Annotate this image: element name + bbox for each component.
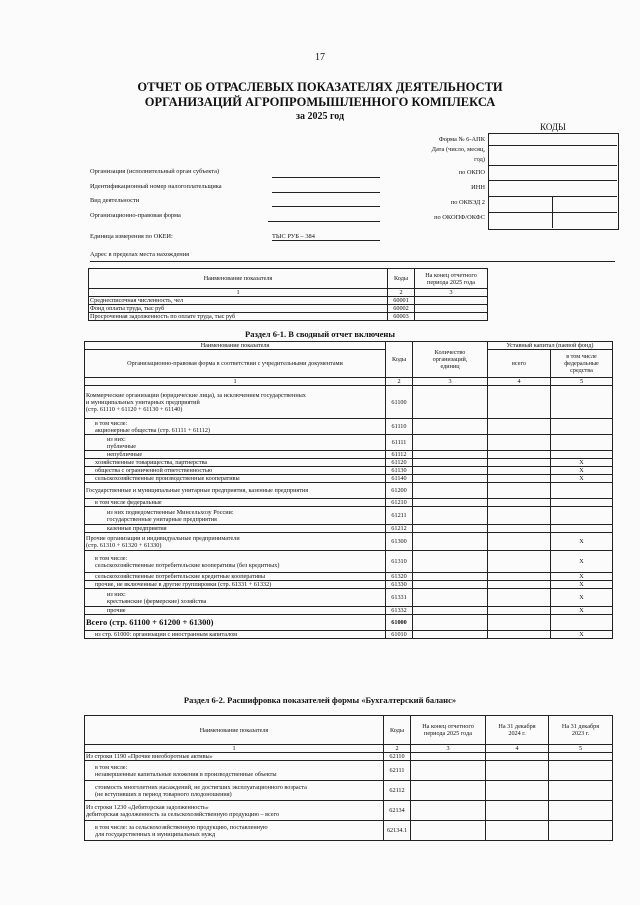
table-row bbox=[89, 313, 488, 321]
value-cell[interactable] bbox=[413, 386, 488, 419]
value-cell[interactable] bbox=[551, 435, 613, 451]
value-cell[interactable] bbox=[415, 313, 488, 321]
table-row bbox=[85, 753, 613, 761]
value-cell[interactable] bbox=[411, 761, 486, 781]
s62-header-col4: На 31 декабря 2024 г. bbox=[486, 716, 549, 745]
s62-header-name: Наименование показателя bbox=[85, 716, 384, 745]
x-mark: X bbox=[551, 581, 613, 589]
row-name: Коммерческие организации (юридические лица), за исключением государственных и муниципальных унитарных предприятий (стр. 61110 + 61120 + 61130 + 61140) bbox=[85, 386, 386, 419]
value-cell[interactable] bbox=[488, 483, 551, 499]
value-cell[interactable] bbox=[413, 525, 488, 533]
s61-colnum: 3 bbox=[413, 378, 488, 386]
value-cell[interactable] bbox=[488, 451, 551, 459]
x-mark: X bbox=[551, 573, 613, 581]
table-row bbox=[85, 589, 613, 607]
value-cell[interactable] bbox=[488, 499, 551, 507]
row-code: 61330 bbox=[386, 581, 413, 589]
row-code: 61111 bbox=[386, 435, 413, 451]
x-mark: X bbox=[551, 475, 613, 483]
row-code: 60001 bbox=[388, 297, 415, 305]
value-cell[interactable] bbox=[413, 475, 488, 483]
value-cell[interactable] bbox=[488, 525, 551, 533]
value-cell[interactable] bbox=[413, 533, 488, 551]
value-cell[interactable] bbox=[488, 631, 551, 639]
s61-header-federal: в том числе федеральные средства bbox=[551, 350, 613, 378]
row-code: 61112 bbox=[386, 451, 413, 459]
address-field[interactable] bbox=[90, 261, 615, 262]
row-code: 61211 bbox=[386, 507, 413, 525]
value-cell[interactable] bbox=[411, 781, 486, 801]
row-code: 61320 bbox=[386, 573, 413, 581]
table-row bbox=[85, 499, 613, 507]
codes-header: КОДЫ bbox=[540, 122, 566, 132]
section-6-1-title: Раздел 6-1. В сводный отчет включены bbox=[245, 329, 395, 339]
value-cell[interactable] bbox=[486, 821, 549, 841]
row-name: Фонд оплаты труда, тыс руб bbox=[89, 305, 388, 313]
date-label-2: год) bbox=[474, 156, 485, 163]
value-cell[interactable] bbox=[411, 753, 486, 761]
row-name: Всего (стр. 61100 + 61200 + 61300) bbox=[85, 615, 386, 631]
value-cell[interactable] bbox=[413, 467, 488, 475]
value-cell[interactable] bbox=[488, 581, 551, 589]
inn-label: ИНН bbox=[471, 184, 485, 191]
row-name: хозяйственные товарищества, партнерства bbox=[85, 459, 386, 467]
s61-header-total: всего bbox=[488, 350, 551, 378]
row-name: в том числе: акционерные общества (стр. 61111 + 61112) bbox=[85, 419, 386, 435]
value-cell[interactable] bbox=[549, 753, 613, 761]
value-cell[interactable] bbox=[488, 459, 551, 467]
row-name: в том числе федеральные bbox=[85, 499, 386, 507]
value-cell[interactable] bbox=[549, 801, 613, 821]
table-row bbox=[85, 821, 613, 841]
value-cell[interactable] bbox=[488, 435, 551, 451]
row-name: в том числе: незавершенные капитальные вложения в производственные объекты bbox=[85, 761, 384, 781]
row-name: Из строки 1230 «Дебиторская задолженность» дебиторская задолженность за сельскохозяйственную продукцию – всего bbox=[85, 801, 384, 821]
legal-form-field[interactable] bbox=[268, 221, 380, 222]
row-name: общества с ограниченной ответственностью bbox=[85, 467, 386, 475]
indicators-table bbox=[88, 268, 488, 321]
row-code: 62134 bbox=[384, 801, 411, 821]
row-code: 62110 bbox=[384, 753, 411, 761]
row-name: из них: крестьянские (фермерские) хозяйства bbox=[85, 589, 386, 607]
t1-colnum: 1 bbox=[89, 289, 388, 297]
row-name: из стр. 61000: организации с иностранным капиталом bbox=[85, 631, 386, 639]
value-cell[interactable] bbox=[413, 589, 488, 607]
row-name: из них: публичные bbox=[85, 435, 386, 451]
row-code: 61100 bbox=[386, 386, 413, 419]
t1-header-value: На конец отчетного периода 2025 года bbox=[415, 269, 488, 289]
value-cell[interactable] bbox=[488, 475, 551, 483]
table-row bbox=[85, 801, 613, 821]
s62-header-col5: На 31 декабря 2023 г. bbox=[549, 716, 613, 745]
codes-box bbox=[488, 133, 619, 230]
row-name: стоимость многолетних насаждений, не достигших эксплуатационного возраста (не вступивших в период товарного плодоношения) bbox=[85, 781, 384, 801]
activity-label: Вид деятельности bbox=[90, 197, 140, 204]
row-name: Государственные и муниципальные унитарные предприятия, казенные предприятия bbox=[85, 483, 386, 499]
row-code: 61130 bbox=[386, 467, 413, 475]
row-name: сельскохозяйственные производственные кооперативы bbox=[85, 475, 386, 483]
okopf-label: по ОКОПФ/ОКФС bbox=[434, 214, 485, 221]
value-cell[interactable] bbox=[488, 615, 551, 631]
table-row bbox=[85, 386, 613, 419]
value-cell[interactable] bbox=[413, 451, 488, 459]
s61-header-form: Организационно-правовая форма в соответствии с учредительными документами bbox=[85, 350, 386, 378]
value-cell[interactable] bbox=[486, 781, 549, 801]
s61-colnum: 2 bbox=[386, 378, 413, 386]
table-row bbox=[85, 781, 613, 801]
row-name: в том числе: сельскохозяйственные потребительские кооперативы (без кредитных) bbox=[85, 551, 386, 573]
value-cell[interactable] bbox=[488, 419, 551, 435]
value-cell[interactable] bbox=[415, 305, 488, 313]
value-cell[interactable] bbox=[549, 761, 613, 781]
table-row bbox=[85, 525, 613, 533]
table-row-total bbox=[85, 615, 613, 631]
s61-header-qty: Количество организаций, единиц bbox=[413, 342, 488, 378]
row-name: в том числе: за сельскохозяйственную продукцию, поставленную для государственных и муниципальных нужд bbox=[85, 821, 384, 841]
t1-header-name: Наименование показателя bbox=[89, 269, 388, 289]
activity-field[interactable] bbox=[272, 206, 380, 207]
org-field[interactable] bbox=[272, 177, 380, 178]
row-name: Среднесписочная численность, чел bbox=[89, 297, 388, 305]
value-cell[interactable] bbox=[413, 483, 488, 499]
section-6-2-table bbox=[84, 715, 613, 841]
table-row bbox=[85, 761, 613, 781]
section-6-2-title: Раздел 6-2. Расшифровка показателей формы «Бухгалтерский баланс» bbox=[183, 695, 457, 705]
s61-colnum: 5 bbox=[551, 378, 613, 386]
value-cell[interactable] bbox=[488, 386, 551, 419]
table-row bbox=[85, 419, 613, 435]
table-row bbox=[85, 573, 613, 581]
value-cell[interactable] bbox=[551, 499, 613, 507]
table-row bbox=[89, 305, 488, 313]
value-cell[interactable] bbox=[415, 297, 488, 305]
row-code: 62134.1 bbox=[384, 821, 411, 841]
value-cell[interactable] bbox=[413, 581, 488, 589]
row-code: 61010 bbox=[386, 631, 413, 639]
row-code: 61212 bbox=[386, 525, 413, 533]
table-row bbox=[85, 631, 613, 639]
row-code: 61140 bbox=[386, 475, 413, 483]
table-row bbox=[85, 483, 613, 499]
t1-colnum: 3 bbox=[415, 289, 488, 297]
t1-colnum: 2 bbox=[388, 289, 415, 297]
table-row bbox=[85, 459, 613, 467]
row-code: 62112 bbox=[384, 781, 411, 801]
row-name: из них подведомственные Минсельхозу России: государственные унитарные предприятия bbox=[85, 507, 386, 525]
row-name: прочие bbox=[85, 607, 386, 615]
value-cell[interactable] bbox=[411, 821, 486, 841]
table-row bbox=[85, 451, 613, 459]
row-name: прочие, не включенные в другие группировки (стр. 61331 + 61332) bbox=[85, 581, 386, 589]
row-code: 62111 bbox=[384, 761, 411, 781]
s62-colnum: 4 bbox=[486, 745, 549, 753]
value-cell[interactable] bbox=[488, 607, 551, 615]
value-cell[interactable] bbox=[486, 761, 549, 781]
unit-label: Единица измерения по ОКЕИ: bbox=[90, 233, 173, 240]
table-row bbox=[85, 467, 613, 475]
s62-header-col3: На конец отчетного периода 2025 года bbox=[411, 716, 486, 745]
row-code: 61300 bbox=[386, 533, 413, 551]
row-code: 61120 bbox=[386, 459, 413, 467]
t1-header-code: Коды bbox=[388, 269, 415, 289]
legal-form-label: Организационно-правовая форма bbox=[90, 212, 181, 219]
s61-header-name: Наименование показателя bbox=[85, 342, 386, 350]
x-mark: X bbox=[551, 533, 613, 551]
row-name: сельскохозяйственные потребительские кредитные кооперативы bbox=[85, 573, 386, 581]
value-cell[interactable] bbox=[488, 533, 551, 551]
value-cell[interactable] bbox=[551, 483, 613, 499]
row-name: казенные предприятия bbox=[85, 525, 386, 533]
section-6-1-table bbox=[84, 341, 613, 639]
okpo-label: по ОКПО bbox=[458, 169, 485, 176]
row-code: 61332 bbox=[386, 607, 413, 615]
table-row bbox=[85, 507, 613, 525]
s62-colnum: 2 bbox=[384, 745, 411, 753]
value-cell[interactable] bbox=[411, 801, 486, 821]
value-cell[interactable] bbox=[486, 801, 549, 821]
value-cell[interactable] bbox=[488, 507, 551, 525]
s61-header-capital: Уставный капитал (паевой фонд) bbox=[488, 342, 613, 350]
s61-colnum: 4 bbox=[488, 378, 551, 386]
value-cell[interactable] bbox=[413, 435, 488, 451]
address-label: Адрес в пределах места нахождения bbox=[90, 251, 190, 258]
row-code: 61331 bbox=[386, 589, 413, 607]
x-mark: X bbox=[551, 459, 613, 467]
inn-field[interactable] bbox=[272, 192, 380, 193]
table-row bbox=[85, 581, 613, 589]
s61-header-code: Коды bbox=[386, 342, 413, 378]
row-code: 61000 bbox=[386, 615, 413, 631]
org-label: Организация (исполнительный орган субъекта) bbox=[90, 168, 220, 175]
value-cell[interactable] bbox=[551, 419, 613, 435]
value-cell[interactable] bbox=[413, 573, 488, 581]
row-code: 60003 bbox=[388, 313, 415, 321]
x-mark: X bbox=[551, 589, 613, 607]
row-code: 61310 bbox=[386, 551, 413, 573]
row-name: непубличные bbox=[85, 451, 386, 459]
s61-colnum: 1 bbox=[85, 378, 386, 386]
s62-colnum: 5 bbox=[549, 745, 613, 753]
okved-label: по ОКВЭД 2 bbox=[450, 199, 485, 206]
table-row bbox=[85, 551, 613, 573]
s62-header-code: Коды bbox=[384, 716, 411, 745]
x-mark: X bbox=[551, 631, 613, 639]
date-label-1: Дата (число, месяц, bbox=[431, 146, 485, 153]
s62-colnum: 3 bbox=[411, 745, 486, 753]
report-title-line1: ОТЧЕТ ОБ ОТРАСЛЕВЫХ ПОКАЗАТЕЛЯХ ДЕЯТЕЛЬНОСТИ bbox=[137, 80, 503, 94]
value-cell[interactable] bbox=[413, 499, 488, 507]
row-code: 61200 bbox=[386, 483, 413, 499]
value-cell[interactable] bbox=[551, 615, 613, 631]
x-mark: X bbox=[551, 607, 613, 615]
value-cell[interactable] bbox=[551, 451, 613, 459]
page-number: 17 bbox=[315, 52, 325, 63]
row-code: 61110 bbox=[386, 419, 413, 435]
inn-field-label: Идентификационный номер налогоплательщика bbox=[90, 183, 222, 190]
value-cell[interactable] bbox=[549, 821, 613, 841]
value-cell[interactable] bbox=[551, 507, 613, 525]
table-row bbox=[89, 297, 488, 305]
value-cell[interactable] bbox=[488, 573, 551, 581]
unit-value: ТЫС РУБ – 384 bbox=[272, 233, 380, 241]
form-label: Форма № 6-АПК bbox=[438, 136, 485, 143]
row-code: 61210 bbox=[386, 499, 413, 507]
row-code: 60002 bbox=[388, 305, 415, 313]
value-cell[interactable] bbox=[413, 507, 488, 525]
report-year: за 2025 год bbox=[295, 111, 345, 122]
value-cell[interactable] bbox=[551, 525, 613, 533]
value-cell[interactable] bbox=[488, 467, 551, 475]
value-cell[interactable] bbox=[551, 386, 613, 419]
value-cell[interactable] bbox=[413, 419, 488, 435]
table-row bbox=[85, 533, 613, 551]
table-row bbox=[85, 607, 613, 615]
s62-colnum: 1 bbox=[85, 745, 384, 753]
value-cell[interactable] bbox=[488, 551, 551, 573]
x-mark: X bbox=[551, 551, 613, 573]
row-name: Просроченная задолженность по оплате труда, тыс руб bbox=[89, 313, 388, 321]
report-title-line2: ОРГАНИЗАЦИЙ АГРОПРОМЫШЛЕННОГО КОМПЛЕКСА bbox=[144, 95, 496, 109]
table-row bbox=[85, 435, 613, 451]
row-name: Из строки 1190 «Прочие внеоборотные активы» bbox=[85, 753, 384, 761]
value-cell[interactable] bbox=[488, 589, 551, 607]
value-cell[interactable] bbox=[413, 615, 488, 631]
x-mark: X bbox=[551, 467, 613, 475]
value-cell[interactable] bbox=[413, 459, 488, 467]
value-cell[interactable] bbox=[486, 753, 549, 761]
value-cell[interactable] bbox=[549, 781, 613, 801]
row-name: Прочие организации и индивидуальные предприниматели (стр. 61310 + 61320 + 61330) bbox=[85, 533, 386, 551]
value-cell[interactable] bbox=[413, 551, 488, 573]
value-cell[interactable] bbox=[413, 607, 488, 615]
value-cell[interactable] bbox=[413, 631, 488, 639]
table-row bbox=[85, 475, 613, 483]
